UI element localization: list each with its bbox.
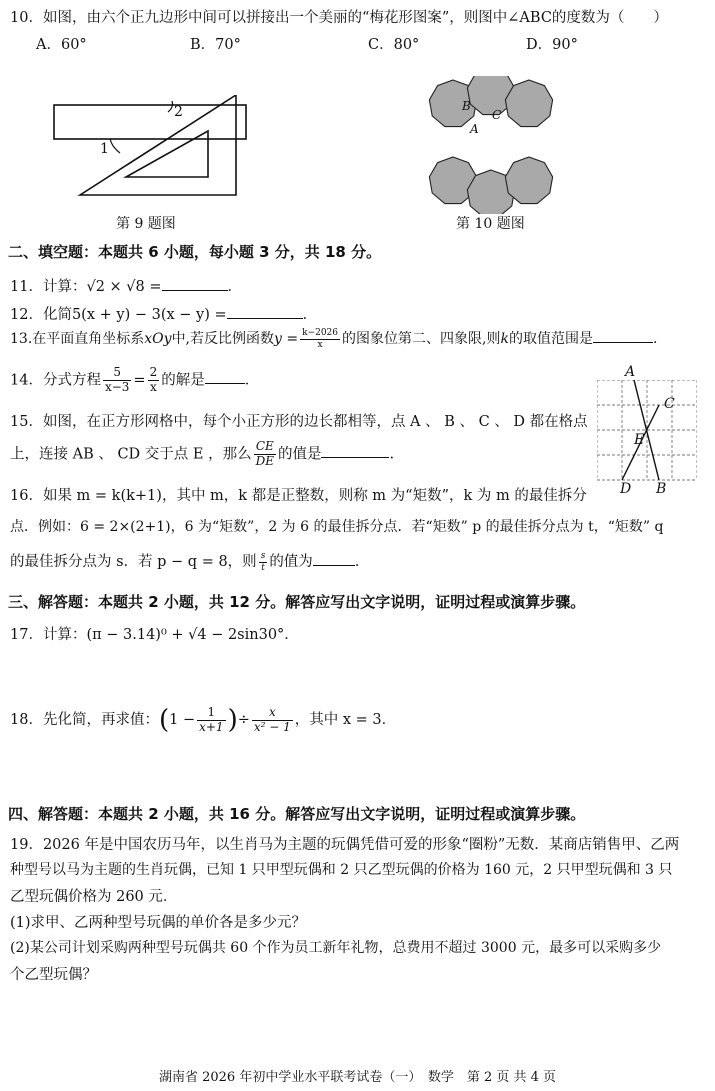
- q17: 17．计算：(π − 3.14)⁰ + √4 − 2sin30°．: [10, 627, 299, 643]
- q16-fraction-denominator: t: [261, 562, 265, 573]
- q11-answer-blank[interactable]: [162, 276, 228, 291]
- q13-mid: 中,若反比例函数: [171, 331, 275, 347]
- q16-answer-blank[interactable]: [313, 551, 355, 566]
- q14-fraction-right: [148, 366, 160, 395]
- q10-option-a[interactable]: A．60°: [36, 37, 87, 53]
- figure-9-caption: 第 9 题图: [116, 216, 176, 232]
- q14: [10, 366, 259, 395]
- q15-grid-label-b: B: [656, 481, 667, 497]
- q15-grid-label-c: C: [664, 396, 675, 412]
- figure-10-diagram: [425, 76, 559, 214]
- q12-prefix: 12．化简: [10, 307, 72, 323]
- nonagon-6: [505, 157, 552, 204]
- q19-line-1: 19．2026 年是中国农历马年，以生肖马为主题的玩偶凭借可爱的形象“圈粉”无数．某商店销售甲、乙两: [10, 837, 680, 853]
- q16-fraction: [259, 551, 268, 573]
- q10-option-d[interactable]: D．90°: [526, 37, 578, 53]
- q16-line-3-prefix: 的最佳拆分点为 s．若 p − q = 8，则: [10, 554, 257, 570]
- q13-prefix: 13.在平面直角坐标系: [10, 331, 145, 347]
- q12-expression: 5(x + y) − 3(x − y) =: [71, 307, 227, 323]
- section-3-title: 三、解答题：本题共 2 小题，共 12 分。解答应写出文字说明，证明过程或演算步骤。: [8, 593, 586, 611]
- q12-answer-blank[interactable]: [227, 304, 303, 319]
- figure-9-label-1: 1: [100, 141, 109, 157]
- q15-line-2-prefix: 上，连接 AB 、 CD 交于点 E ，那么: [10, 446, 252, 463]
- q15-grid-label-a: A: [625, 364, 636, 380]
- q13-k: k: [500, 331, 509, 347]
- q18-fraction-2-numerator: x: [252, 706, 293, 721]
- q13-end: .: [652, 331, 658, 347]
- q11-expression: √2 × √8 =: [86, 279, 162, 295]
- q18-suffix: ，其中 x = 3．: [294, 712, 397, 728]
- q18: [10, 705, 396, 735]
- q18-left-paren: (: [158, 705, 170, 735]
- q19-line-3: 乙型玩偶价格为 260 元．: [10, 889, 178, 905]
- section-2-title: 二、填空题：本题共 6 小题，每小题 3 分，共 18 分。: [8, 243, 382, 261]
- q15-line-2-suffix: 的值是: [277, 446, 322, 463]
- q13-fraction: [300, 328, 340, 350]
- q12-suffix: ．: [302, 307, 318, 323]
- q14-end: ．: [244, 372, 260, 389]
- q10-stem: 10．如图，由六个正九边形中间可以拼接出一个美丽的“梅花形图案”，则图中∠ABC的度数为（ ）: [10, 10, 668, 26]
- q11: [10, 275, 242, 296]
- section-4-title: 四、解答题：本题共 2 小题，共 16 分。解答应写出文字说明，证明过程或演算步骤。: [8, 805, 586, 823]
- figure-10-label-c: C: [492, 108, 502, 122]
- q13-tail: 的取值范围是: [508, 331, 593, 347]
- q10-option-c[interactable]: C．80°: [368, 37, 420, 53]
- q13-fraction-denominator: x: [317, 339, 323, 350]
- q18-divide: ÷: [237, 712, 250, 728]
- q18-fraction-2: [252, 706, 293, 735]
- q14-fraction-left-numerator: 5: [103, 366, 131, 381]
- q15-grid-diagram: [597, 380, 697, 485]
- q13-after: 的图象位第二、四象限,则: [342, 331, 501, 347]
- q19-line-2: 种型号以马为主题的生肖玩偶，已知 1 只甲型玩偶和 2 只乙型玩偶的价格为 160 元，2 只甲型玩偶和 3 只: [10, 862, 673, 878]
- q16-line-3-suffix: 的值为: [269, 554, 313, 570]
- q15-fraction-denominator: DE: [255, 453, 274, 468]
- q13-xoy: xOy: [144, 331, 172, 347]
- q12: [10, 303, 317, 324]
- q19-part-1: (1)求甲、乙两种型号玩偶的单价各是多少元？: [10, 915, 307, 931]
- q10-option-b[interactable]: B．70°: [190, 37, 241, 53]
- q16-line-2: 点．例如：6 = 2×(2+1)，6 为“矩数”，2 为 6 的最佳拆分点．若“矩数” p 的最佳拆分点为 t，“矩数” q: [10, 519, 664, 535]
- q19-part-2-line-1: (2)某公司计划采购两种型号玩偶共 60 个作为员工新年礼物，总费用不超过 3000 元，最多可以采购多少: [10, 940, 662, 956]
- q19-part-2-line-2: 个乙型玩偶？: [10, 967, 97, 983]
- q13-y-equals: y =: [274, 331, 299, 347]
- q16-line-1: 16．如果 m = k(k+1)，其中 m，k 都是正整数，则称 m 为“矩数”，k 为 m 的最佳拆分: [10, 488, 587, 504]
- q18-fraction-1-denominator: x+1: [199, 719, 224, 734]
- q18-fraction-1-numerator: 1: [197, 706, 225, 721]
- q14-fraction-right-numerator: 2: [149, 365, 158, 379]
- q14-answer-blank[interactable]: [205, 369, 245, 384]
- q14-suffix: 的解是: [161, 372, 205, 389]
- q13-answer-blank[interactable]: [593, 328, 653, 343]
- q18-one-minus: 1 −: [169, 712, 196, 728]
- q13-fraction-numerator: k−2026: [302, 328, 339, 339]
- q18-fraction-2-denominator: x² − 1: [253, 719, 291, 734]
- figure-9-label-2: 2: [174, 104, 183, 120]
- nonagon-3: [505, 80, 552, 127]
- q15-line-1: 15．如图，在正方形网格中，每个小正方形的边长都相等，点 A 、 B 、 C 、 D 都在格点: [10, 414, 588, 430]
- q15-answer-blank[interactable]: [321, 443, 389, 458]
- figure-10-caption: 第 10 题图: [456, 216, 525, 232]
- q15-end: .: [389, 446, 395, 463]
- figure-10-label-a: A: [470, 122, 479, 136]
- q16-fraction-numerator: s: [260, 551, 266, 562]
- page-footer: 湖南省 2026 年初中学业水平联考试卷（一） 数学 第 2 页 共 4 页: [158, 1070, 557, 1085]
- q11-suffix: ．: [227, 279, 243, 295]
- figure-10-label-b: B: [462, 99, 471, 113]
- q16-end: ．: [354, 554, 370, 570]
- q15-grid-label-d: D: [620, 481, 632, 497]
- q18-prefix: 18．先化简，再求值：: [10, 712, 159, 728]
- q18-fraction-1: [197, 706, 225, 735]
- q15-grid-label-e: E: [634, 432, 645, 448]
- q14-fraction-right-denominator: x: [150, 379, 157, 394]
- q15-fraction-numerator: CE: [254, 440, 276, 455]
- q15-fraction: [254, 440, 276, 469]
- q14-fraction-left-denominator: x−3: [104, 379, 130, 394]
- q18-right-paren: ): [227, 705, 238, 735]
- q13: [10, 328, 657, 350]
- figure-9-diagram: [50, 95, 250, 200]
- q14-equals: =: [133, 372, 146, 389]
- q11-prefix: 11．计算：: [10, 279, 87, 295]
- q14-fraction-left: [103, 366, 131, 395]
- q14-prefix: 14．分式方程: [10, 372, 101, 389]
- q15-line-2: [10, 440, 394, 469]
- q16-line-3: [10, 550, 369, 573]
